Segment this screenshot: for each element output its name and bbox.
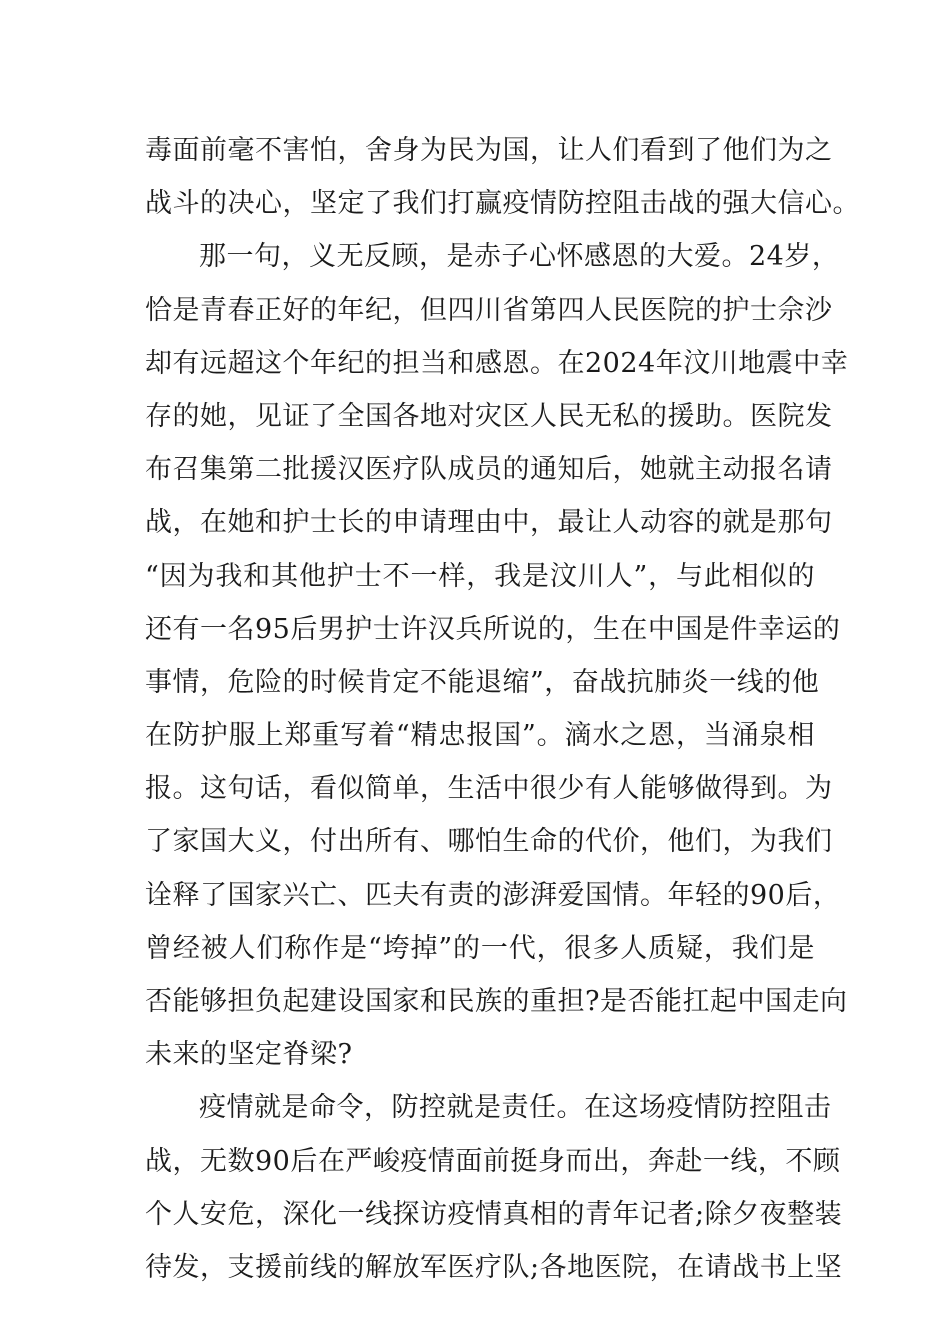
text-line: 曾经被人们称作是“垮掉”的一代，很多人质疑，我们是 [145, 932, 815, 964]
text-line: 还有一名95后男护士许汉兵所说的，生在中国是件幸运的 [145, 613, 841, 645]
paragraph-start-line: 疫情就是命令，防控就是责任。在这场疫情防控阻击 [199, 1092, 832, 1124]
text-line: 却有远超这个年纪的担当和感恩。在2024年汶川地震中幸 [145, 347, 849, 379]
text-line: 战斗的决心，坚定了我们打赢疫情防控阻击战的强大信心。 [145, 188, 860, 220]
text-line: “因为我和其他护士不一样，我是汶川人”，与此相似的 [145, 560, 815, 592]
body-text [145, 124, 860, 1294]
text-line: 战，在她和护士长的申请理由中，最让人动容的就是那句 [145, 507, 833, 539]
text-line: 报。这句话，看似简单，生活中很少有人能够做得到。为 [145, 773, 833, 805]
text-line: 事情，危险的时候肯定不能退缩”，奋战抗肺炎一线的他 [145, 666, 820, 698]
text-line: 在防护服上郑重写着“精忠报国”。滴水之恩，当涌泉相 [145, 720, 815, 752]
text-line: 战，无数90后在严峻疫情面前挺身而出，奔赴一线，不顾 [145, 1145, 841, 1177]
text-line: 布召集第二批援汉医疗队成员的通知后，她就主动报名请 [145, 454, 833, 486]
text-line: 待发，支援前线的解放军医疗队;各地医院，在请战书上坚 [145, 1251, 843, 1283]
text-line: 诠释了国家兴亡、匹夫有责的澎湃爱国情。年轻的90后， [145, 879, 841, 911]
paragraph-start-line: 那一句，义无反顾，是赤子心怀感恩的大爱。24岁， [199, 241, 840, 273]
text-line: 否能够担负起建设国家和民族的重担?是否能扛起中国走向 [145, 986, 848, 1017]
text-line: 了家国大义，付出所有、哪怕生命的代价，他们，为我们 [145, 826, 833, 858]
text-line: 存的她，见证了全国各地对灾区人民无私的援助。医院发 [145, 400, 833, 432]
text-line: 毒面前毫不害怕，舍身为民为国，让人们看到了他们为之 [145, 135, 833, 166]
text-line: 个人安危，深化一线探访疫情真相的青年记者;除夕夜整装 [145, 1198, 843, 1230]
text-line: 恰是青春正好的年纪，但四川省第四人民医院的护士佘沙 [145, 294, 833, 326]
text-line: 未来的坚定脊梁? [145, 1039, 353, 1071]
